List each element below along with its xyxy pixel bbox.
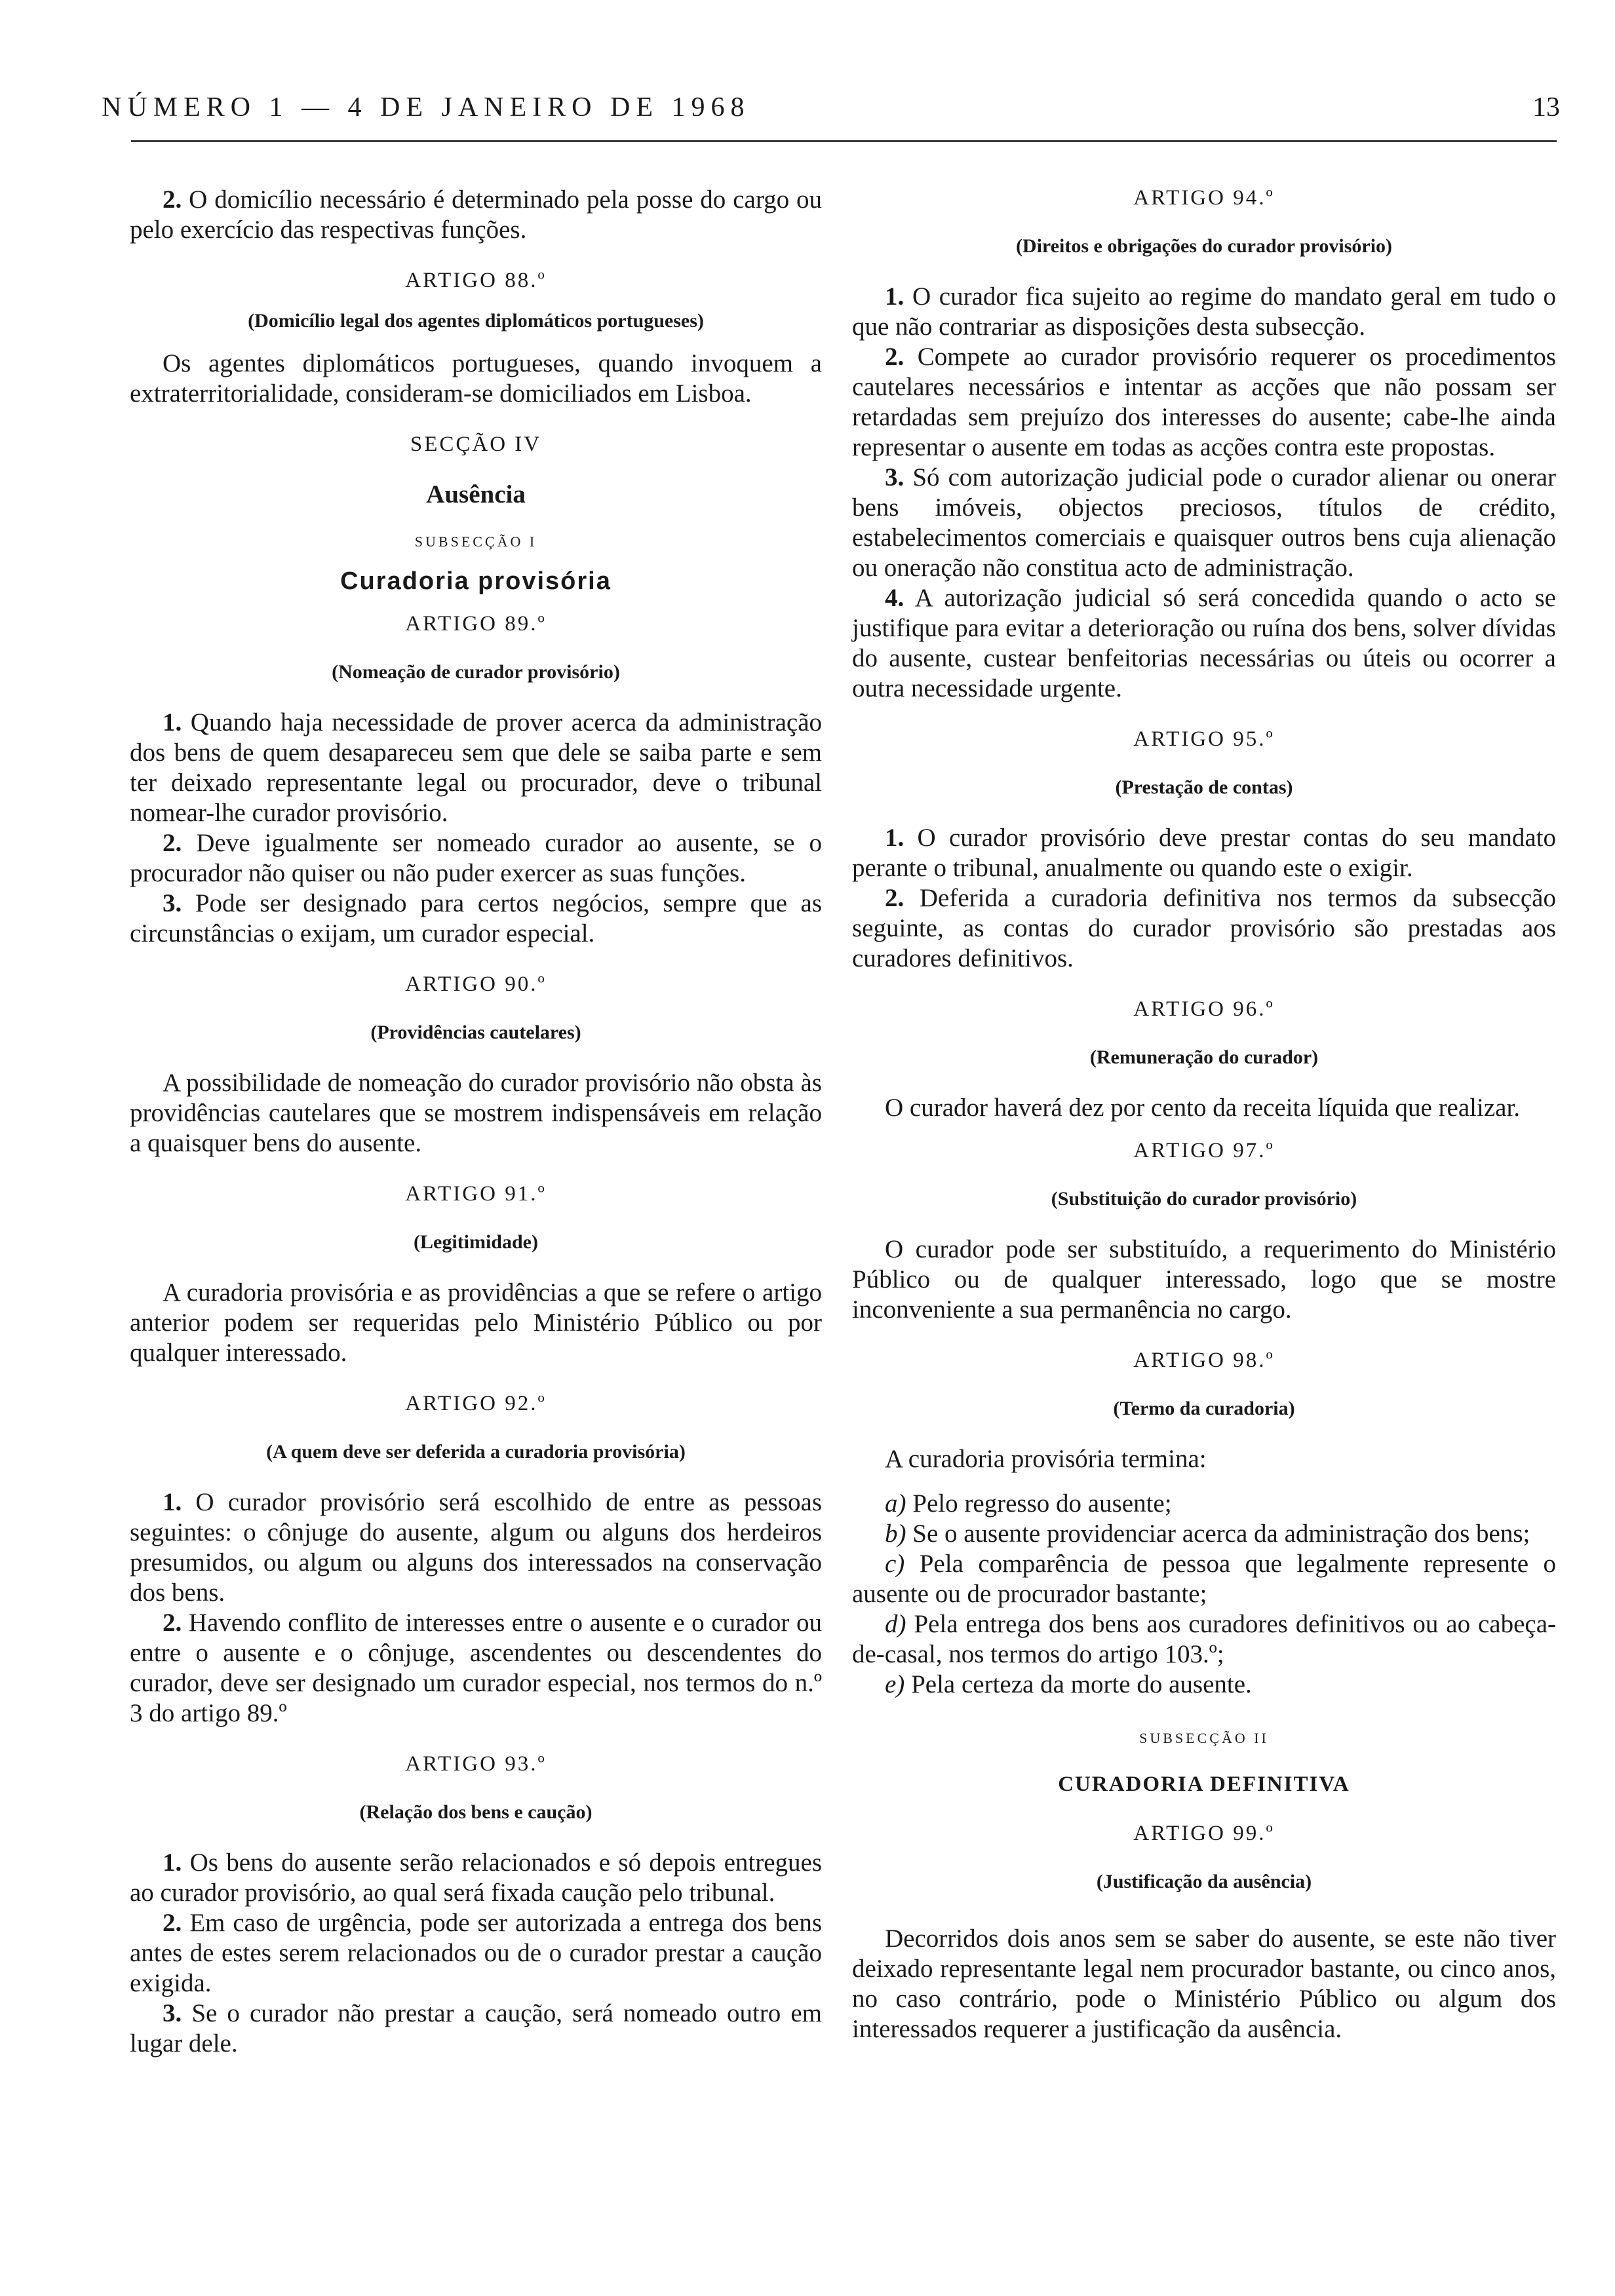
list-text: Pela entrega dos bens aos curadores definitivos ou ao cabeça-de-casal, nos termos do artigo 103.º; [852, 1610, 1556, 1668]
paragraph-text: A autorização judicial só será concedida quando o acto se justifique para evitar a deterioração ou ruína dos bens, solver dívidas do ausente, custear benfeitorias necessárias ou úteis ou ocorrer a outra necessidade urgente. [852, 584, 1556, 702]
paragraph: Os agentes diplomáticos portugueses, quando invoquem a extraterritorialidade, consideram-se domiciliados em Lisboa. [130, 349, 822, 408]
list-letter: d) [885, 1610, 906, 1638]
paragraph [852, 342, 1556, 463]
paragraph-text: Os bens do ausente serão relacionados e só depois entregues ao curador provisório, ao qual será fixada caução pelo tribunal. [130, 1848, 822, 1907]
article-subtitle: (Legitimidade) [414, 1231, 538, 1253]
article-title: ARTIGO 95.º [1133, 727, 1275, 751]
paragraph-number: 1. [163, 708, 182, 737]
paragraph-text: O domicílio necessário é determinado pela posse do cargo ou pelo exercício das respectivas funções. [130, 185, 822, 244]
section-title: SECÇÃO IV [410, 432, 542, 456]
page-number: 13 [1532, 92, 1560, 123]
paragraph-text: Compete ao curador provisório requerer os procedimentos cautelares necessários e intentar as acções que não possam ser retardadas sem prejuízo dos interesses do ausente; cabe-lhe ainda representar o ausente em todas as acções contra este propostas. [852, 343, 1556, 461]
publication-title: NÚMERO 1 — 4 DE JANEIRO DE 1968 [102, 92, 750, 123]
article-subtitle: (Termo da curadoria) [1113, 1398, 1295, 1419]
list-item [852, 1519, 1556, 1549]
list-item [852, 1549, 1556, 1609]
paragraph-number: 2. [163, 1609, 182, 1637]
paragraph: O curador pode ser substituído, a requerimento do Ministério Público ou de qualquer interessado, logo que se mostre inconveniente a sua permanência no cargo. [852, 1235, 1556, 1324]
article-title: ARTIGO 99.º [1133, 1822, 1275, 1845]
paragraph: A curadoria provisória e as providências a que se refere o artigo anterior podem ser requeridas pelo Ministério Público ou por qualquer interessado. [130, 1278, 822, 1367]
paragraph-text: Deferida a curadoria definitiva nos termos da subsecção seguinte, as contas do curador provisório são prestadas aos curadores definitivos. [852, 884, 1556, 972]
paragraph-text: Deve igualmente ser nomeado curador ao ausente, se o procurador não quiser ou não puder exercer as suas funções. [130, 829, 822, 887]
paragraph-number: 2. [163, 829, 182, 857]
article-title: ARTIGO 92.º [405, 1392, 547, 1415]
subsection-name: Curadoria provisória [340, 567, 612, 595]
paragraph [852, 583, 1556, 704]
subsection-name: CURADORIA DEFINITIVA [1058, 1772, 1350, 1796]
paragraph [130, 1487, 822, 1608]
paragraph-text: Pode ser designado para certos negócios, sempre que as circunstâncias o exijam, um curador especial. [130, 889, 822, 947]
paragraph-number: 4. [885, 584, 905, 612]
article-title: ARTIGO 98.º [1133, 1349, 1275, 1372]
section-name: Ausência [426, 480, 526, 508]
paragraph-text: O curador fica sujeito ao regime do mandato geral em tudo o que não contrariar as disposições desta subsecção. [852, 282, 1556, 341]
paragraph-text: O curador provisório será escolhido de entre as pessoas seguintes: o cônjuge do ausente, algum ou alguns dos herdeiros presumidos, ou algum ou alguns dos interessados na conservação dos bens. [130, 1488, 822, 1607]
article-subtitle: (Nomeação de curador provisório) [332, 661, 620, 683]
paragraph-number: 3. [163, 889, 182, 917]
article-title: ARTIGO 96.º [1133, 997, 1275, 1021]
list-letter: a) [885, 1489, 906, 1518]
list-item [852, 1489, 1556, 1519]
subsection-title: SUBSECÇÃO I [414, 533, 537, 550]
article-subtitle: (Remuneração do curador) [1089, 1046, 1319, 1068]
list-text: Pelo regresso do ausente; [906, 1489, 1172, 1518]
paragraph-number: 3. [163, 1999, 182, 2027]
paragraph [130, 708, 822, 828]
paragraph-text: Quando haja necessidade de prover acerca da administração dos bens de quem desapareceu sem que dele se saiba parte e sem ter deixado representante legal ou procurador, deve o tribunal nomear-lhe curador provisório. [130, 708, 822, 827]
paragraph: A curadoria provisória termina: [885, 1445, 1207, 1473]
list-text: Pela comparência de pessoa que legalmente represente o ausente ou de procurador bastante; [852, 1550, 1556, 1608]
list-letter: c) [885, 1550, 905, 1578]
list-text: Se o ausente providenciar acerca da administração dos bens; [906, 1520, 1530, 1548]
paragraph-text: Em caso de urgência, pode ser autorizada a entrega dos bens antes de estes serem relacionados ou de o curador prestar a caução exigida. [130, 1909, 822, 1997]
header-rule [131, 140, 1557, 142]
article-title: ARTIGO 89.º [405, 612, 547, 636]
paragraph [130, 828, 822, 889]
paragraph [852, 463, 1556, 583]
paragraph-number: 2. [163, 185, 182, 214]
list-letter: e) [885, 1670, 905, 1698]
article-subtitle: (Relação dos bens e caução) [359, 1801, 593, 1823]
article-subtitle: (Substituição do curador provisório) [1051, 1188, 1357, 1210]
paragraph-number: 2. [885, 343, 905, 371]
paragraph-text: O curador provisório deve prestar contas do seu mandato perante o tribunal, anualmente ou quando este o exigir. [852, 824, 1556, 882]
page-header [102, 92, 1560, 131]
paragraph [130, 889, 822, 949]
article-subtitle: (Providências cautelares) [370, 1022, 581, 1043]
article-subtitle: (Justificação da ausência) [1096, 1871, 1312, 1892]
paragraph [852, 823, 1556, 883]
paragraph-number: 1. [163, 1488, 182, 1516]
paragraph-number: 3. [885, 463, 905, 491]
paragraph-number: 2. [163, 1909, 182, 1937]
list-letter: b) [885, 1520, 906, 1548]
article-title: ARTIGO 91.º [405, 1182, 547, 1206]
paragraph [852, 282, 1556, 342]
article-subtitle: (A quem deve ser deferida a curadoria provisória) [266, 1441, 686, 1463]
list-item [852, 1670, 1556, 1700]
paragraph [130, 1608, 822, 1729]
paragraph: A possibilidade de nomeação do curador provisório não obsta às providências cautelares que se mostrem indispensáveis em relação a quaisquer bens do ausente. [130, 1069, 822, 1157]
article-subtitle: (Prestação de contas) [1115, 776, 1293, 798]
article-subtitle: (Domicílio legal dos agentes diplomáticos portugueses) [248, 310, 704, 332]
article-title: ARTIGO 88.º [405, 269, 547, 292]
paragraph [130, 1908, 822, 1999]
paragraph-text: Só com autorização judicial pode o curador alienar ou onerar bens imóveis, objectos preciosos, títulos de crédito, estabelecimentos comerciais e quaisquer outros bens cuja alienação ou oneração não constitua acto de administração. [852, 463, 1556, 582]
paragraph: O curador haverá dez por cento da receita líquida que realizar. [885, 1094, 1521, 1122]
paragraph [130, 1999, 822, 2059]
paragraph-number: 1. [885, 824, 905, 852]
article-title: ARTIGO 90.º [405, 972, 547, 996]
article-subtitle: (Direitos e obrigações do curador provisório) [1015, 235, 1393, 257]
paragraph [130, 1848, 822, 1908]
paragraph [130, 185, 822, 245]
paragraph: Decorridos dois anos sem se saber do ausente, se este não tiver deixado representante legal nem procurador bastante, ou cinco anos, no caso contrário, pode o Ministério Público ou algum dos interessados requerer a justificação da ausência. [852, 1924, 1556, 2043]
list-item [852, 1609, 1556, 1670]
list-text: Pela certeza da morte do ausente. [905, 1670, 1252, 1698]
paragraph-number: 1. [163, 1848, 182, 1877]
paragraph-number: 2. [885, 884, 905, 912]
article-title: ARTIGO 94.º [1133, 186, 1275, 210]
left-column [130, 185, 822, 2059]
article-title: ARTIGO 93.º [405, 1752, 547, 1776]
right-column [852, 185, 1556, 2044]
paragraph-text: Havendo conflito de interesses entre o ausente e o curador ou entre o ausente e o cônjuge, ascendentes ou descendentes do curador, deve ser designado um curador especial, nos termos do n.º 3 do artigo 89.º [130, 1609, 822, 1727]
paragraph-number: 1. [885, 282, 905, 311]
paragraph-text: Se o curador não prestar a caução, será nomeado outro em lugar dele. [130, 1999, 822, 2057]
subsection-title: SUBSECÇÃO II [1139, 1730, 1269, 1746]
paragraph [852, 883, 1556, 974]
article-title: ARTIGO 97.º [1133, 1139, 1275, 1162]
